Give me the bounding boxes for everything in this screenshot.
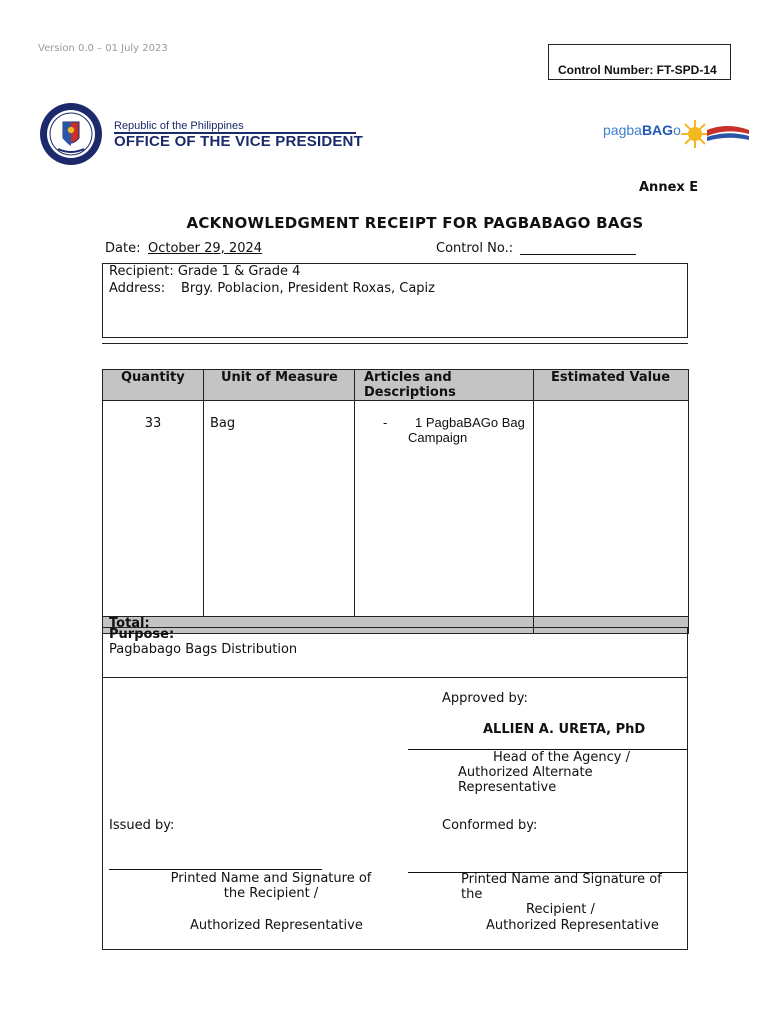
- cell-quantity: 33: [103, 401, 204, 617]
- pagbabago-logo: [603, 122, 681, 138]
- ovp-title: OFFICE OF THE VICE PRESIDENT: [114, 133, 363, 150]
- control-number-text: Control Number: FT-SPD-14: [558, 63, 717, 77]
- article-line-1: 1 PagbaBAGo Bag: [415, 415, 525, 430]
- document-title: ACKNOWLEDGMENT RECEIPT FOR PAGBABAGO BAGS: [186, 214, 644, 232]
- issued-signature-line: [109, 869, 322, 870]
- header-articles: Articles and Descriptions: [355, 370, 534, 401]
- republic-label: Republic of the Philippines: [114, 120, 244, 132]
- issued-by-label: Issued by:: [109, 818, 175, 833]
- section-divider: [102, 343, 688, 344]
- header-quantity: Quantity: [103, 370, 204, 401]
- approver-role: Head of the Agency / Authorized Alternate Representative: [458, 750, 630, 795]
- article-line-2: Campaign: [408, 430, 468, 445]
- issued-caption-rep: Authorized Representative: [190, 918, 363, 933]
- issued-caption: Printed Name and Signature of the Recipient /: [170, 871, 372, 901]
- purpose-divider: [102, 677, 688, 678]
- control-number-box: [548, 44, 731, 80]
- date-label: Date:: [105, 241, 141, 256]
- logo-text-3: o: [673, 122, 681, 138]
- purpose-value: Pagbabago Bags Distribution: [109, 642, 298, 657]
- date-value: October 29, 2024: [148, 241, 263, 256]
- approver-name: ALLIEN A. URETA, PhD: [483, 722, 646, 737]
- article-bullet: -: [383, 415, 388, 430]
- control-no-label: Control No.:: [436, 241, 514, 256]
- conformed-caption-rep: Authorized Representative: [486, 918, 659, 933]
- sun-flag-icon: [679, 116, 751, 152]
- address-label: Address:: [109, 281, 166, 296]
- table-header-row: [103, 370, 689, 401]
- logo-text-1: pagba: [603, 122, 642, 138]
- recipient-line: Recipient: Grade 1 & Grade 4: [109, 264, 301, 279]
- version-text: Version 0.0 – 01 July 2023: [38, 43, 168, 54]
- cell-article: [355, 401, 534, 617]
- cell-value: [534, 401, 689, 617]
- conformed-by-label: Conformed by:: [442, 818, 538, 833]
- cell-unit: Bag: [204, 401, 355, 617]
- header-unit: Unit of Measure: [204, 370, 355, 401]
- items-table: [102, 369, 689, 634]
- logo-text-2: BAG: [641, 122, 674, 138]
- table-row: [103, 401, 689, 617]
- ovp-seal-icon: [38, 102, 108, 166]
- address-value: Brgy. Poblacion, President Roxas, Capiz: [181, 281, 435, 296]
- approved-by-label: Approved by:: [442, 691, 528, 706]
- total-label: Total:: [103, 617, 534, 634]
- annex-label: Annex E: [639, 180, 699, 195]
- purpose-label: Purpose:: [109, 627, 175, 642]
- control-no-blank: [520, 254, 636, 255]
- header-value: Estimated Value: [534, 370, 689, 401]
- conformed-caption: Printed Name and Signature of the Recipient /: [461, 872, 662, 917]
